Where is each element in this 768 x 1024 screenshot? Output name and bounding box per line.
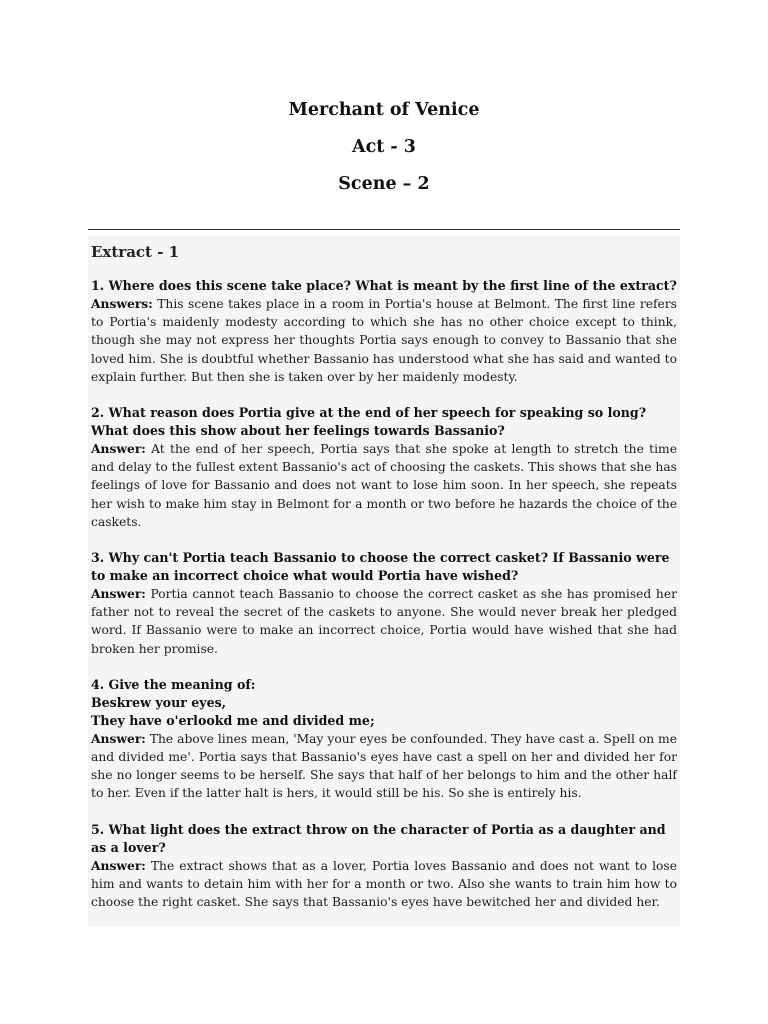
title-block (0, 92, 768, 203)
question-text: They have o'erlookd me and divided me; (91, 712, 375, 728)
answer-label: Answer: (91, 730, 146, 746)
qa-item (91, 404, 677, 531)
answer-label: Answer: (91, 857, 146, 873)
question-text: 3. Why can't Portia teach Bassanio to choose the correct casket? If Bassanio were to make an incorrect choice what would Portia have wished? (91, 550, 670, 584)
qa-item (91, 821, 677, 912)
document-title: Merchant of Venice (288, 100, 480, 120)
horizontal-divider (88, 229, 680, 230)
answer-paragraph (91, 857, 677, 912)
answer-label: Answer: (91, 586, 146, 602)
extract-heading: Extract - 1 (91, 243, 180, 261)
question-text: 2. What reason does Portia give at the end of her speech for speaking so long? What does this show about her feelings towards Bassanio? (91, 405, 647, 439)
qa-item (91, 676, 677, 803)
question-text: 4. Give the meaning of: (91, 676, 256, 692)
answer-text: The extract shows that as a lover, Portia loves Bassanio and does not want to lose him and wants to detain him with her for a month or two. Also she wants to train him how to choose the right casket. She says that Bassanio's eyes have bewitched her and divided her. (91, 858, 677, 910)
answer-label: Answer: (91, 441, 146, 457)
answer-text: At the end of her speech, Portia says that she spoke at length to stretch the time and delay to the fullest extent Bassanio's act of choosing the caskets. This shows that she has feelings of love for Bassanio and does not want to lose him soon. In her speech, she repeats her wish to make him stay in Belmont for a month or two before he hazards the choice of the caskets. (91, 442, 677, 529)
answer-paragraph (91, 730, 677, 803)
answer-paragraph (91, 585, 677, 658)
scene-heading: Scene – 2 (338, 174, 430, 194)
act-heading: Act - 3 (352, 137, 416, 157)
question-text: 1. Where does this scene take place? What is meant by the first line of the extract? (91, 278, 677, 293)
answer-text: Portia cannot teach Bassanio to choose the correct casket as she has promised her father not to reveal the secret of the caskets to anyone. She would never break her pledged word. If Bassanio were to make an incorrect choice, Portia would have wished that she had broken her promise. (91, 587, 677, 656)
answer-paragraph (91, 440, 677, 531)
qa-item (91, 549, 677, 658)
qa-item (91, 277, 677, 386)
qa-list (91, 277, 677, 911)
extract-content (88, 236, 680, 926)
answer-text: This scene takes place in a room in Portia's house at Belmont. The first line refers to Portia's maidenly modesty according to which she has no other choice except to think, though she may not express her thoughts Portia says enough to convey to Bassanio that she loved him. She is doubtful whether Bassanio has understood what she has said and wanted to explain further. But then she is taken over by her maidenly modesty. (91, 297, 678, 384)
answer-text: The above lines mean, 'May your eyes be confounded. They have cast a. Spell on me and divided me'. Portia says that Bassanio's eyes have cast a spell on her and divided her for she no longer seems to be herself. She says that half of her belongs to him and the other half to her. Even if the latter halt is hers, it would still be his. So she is entirely his. (91, 731, 677, 801)
answer-label: Answers: (91, 296, 153, 311)
question-text: 5. What light does the extract throw on the character of Portia as a daughter and as a lover? (91, 821, 666, 855)
question-text: Beskrew your eyes, (91, 694, 227, 710)
answer-paragraph (91, 295, 677, 386)
